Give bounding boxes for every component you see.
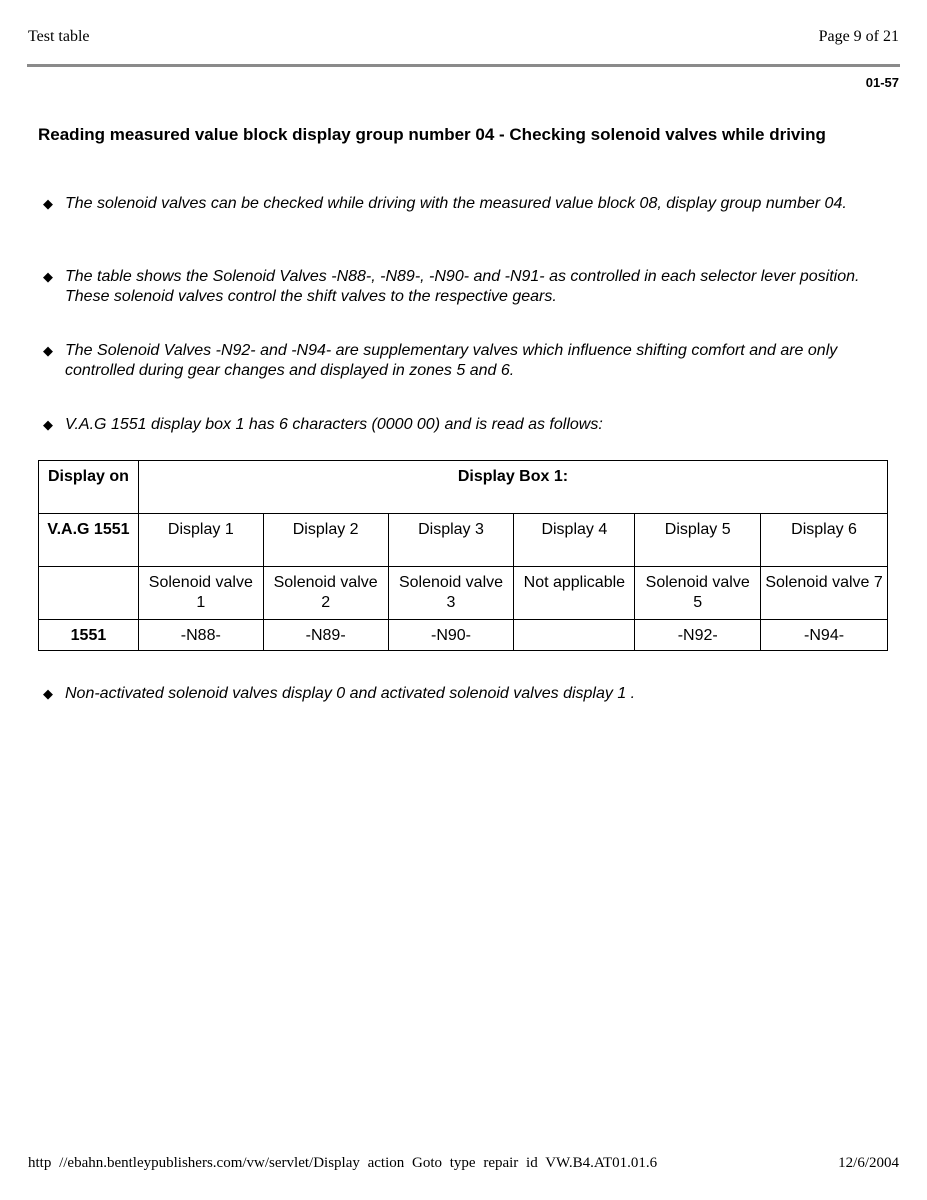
diamond-bullet-icon: ◆ <box>43 269 53 284</box>
display-box-table <box>38 460 888 651</box>
table-header-row <box>39 461 888 514</box>
bullet-item <box>43 684 873 704</box>
table-row <box>39 620 888 651</box>
table-cell: Display 2 <box>263 514 388 567</box>
table-cell: V.A.G 1551 <box>39 514 139 567</box>
diamond-bullet-icon: ◆ <box>43 686 53 701</box>
table-row <box>39 514 888 567</box>
bullet-text: V.A.G 1551 display box 1 has 6 characters (0000 00) and is read as follows: <box>65 416 603 433</box>
bullet-text: Non-activated solenoid valves display 0 and activated solenoid valves display 1 . <box>65 685 636 702</box>
page-code: 01-57 <box>865 75 899 90</box>
table-cell: Not applicable <box>514 567 635 620</box>
bullet-text: The table shows the Solenoid Valves -N88-, -N89-, -N90- and -N91- as controlled in each selector lever position. These solenoid valves control the shift valves to the respective gears. <box>65 268 860 305</box>
bullet-item <box>43 194 873 214</box>
table-header-cell: Display Box 1: <box>138 461 887 514</box>
table-cell: -N94- <box>761 620 888 651</box>
table-cell: Display 1 <box>138 514 263 567</box>
table-cell: Solenoid valve 7 <box>761 567 888 620</box>
header-divider <box>27 64 900 67</box>
bullet-item <box>43 341 873 381</box>
table-cell: Solenoid valve 3 <box>388 567 514 620</box>
bullet-item <box>43 415 873 435</box>
table-cell <box>514 620 635 651</box>
header-doc-title: Test table <box>28 28 90 45</box>
diamond-bullet-icon: ◆ <box>43 196 53 211</box>
table-cell: Display 5 <box>635 514 761 567</box>
table-cell: Solenoid valve 2 <box>263 567 388 620</box>
bullet-text: The solenoid valves can be checked while driving with the measured value block 08, display group number 04. <box>65 195 847 212</box>
table-cell: Display 6 <box>761 514 888 567</box>
diamond-bullet-icon: ◆ <box>43 343 53 358</box>
table-cell: -N90- <box>388 620 514 651</box>
footer-date: 12/6/2004 <box>838 1155 899 1171</box>
section-title: Reading measured value block display group number 04 - Checking solenoid valves while driving <box>38 125 826 144</box>
diamond-bullet-icon: ◆ <box>43 417 53 432</box>
table-cell: Solenoid valve 1 <box>138 567 263 620</box>
table-cell: -N92- <box>635 620 761 651</box>
table-cell: Display 4 <box>514 514 635 567</box>
table-cell: 1551 <box>39 620 139 651</box>
table-cell <box>39 567 139 620</box>
table-cell: Solenoid valve 5 <box>635 567 761 620</box>
footer-url: http //ebahn.bentleypublishers.com/vw/servlet/Display action Goto type repair id VW.B4.AT01.01.6 <box>28 1155 658 1171</box>
table-row <box>39 567 888 620</box>
table-cell: -N88- <box>138 620 263 651</box>
header-page-number: Page 9 of 21 <box>818 28 899 45</box>
bullet-text: The Solenoid Valves -N92- and -N94- are supplementary valves which influence shifting comfort and are only controlled during gear changes and displayed in zones 5 and 6. <box>65 342 838 379</box>
table-cell: Display 3 <box>388 514 514 567</box>
bullet-item <box>43 267 873 307</box>
table-header-cell: Display on <box>39 461 139 514</box>
table-cell: -N89- <box>263 620 388 651</box>
